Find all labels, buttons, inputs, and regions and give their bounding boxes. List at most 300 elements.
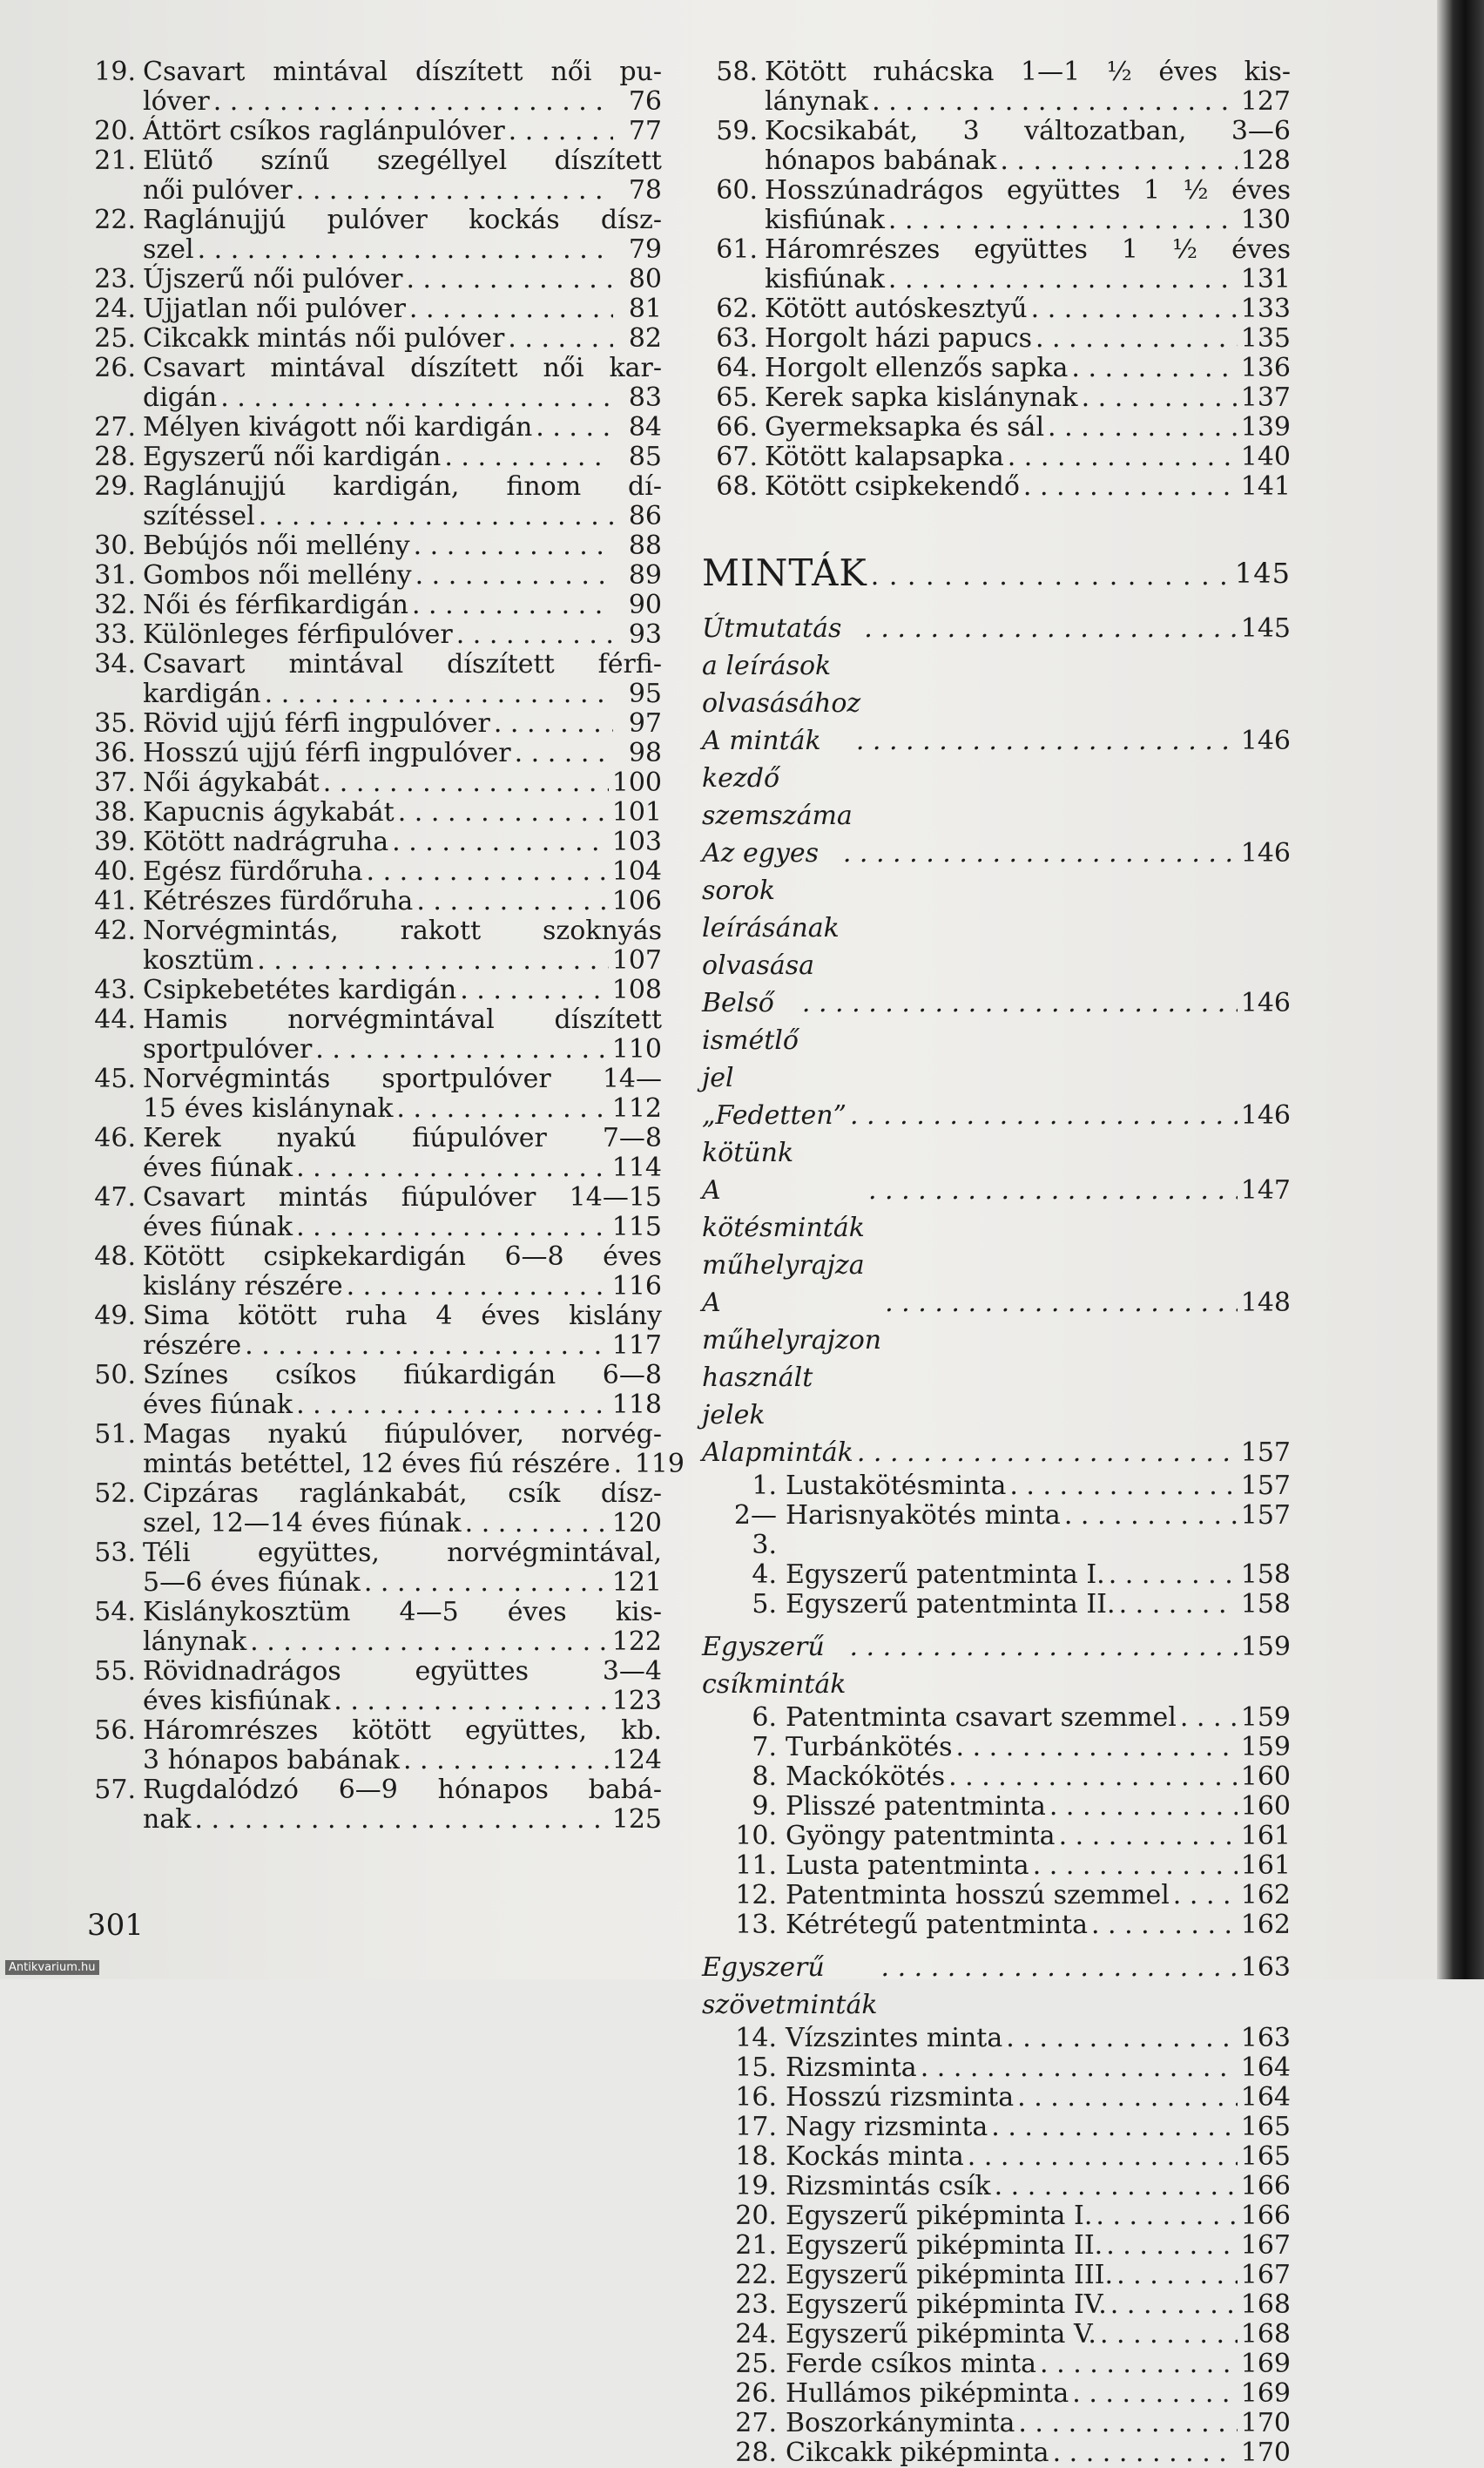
entry-page: 127 [1240, 86, 1291, 117]
pattern-title: Turbánkötés [786, 1732, 953, 1762]
dot-leader [1006, 2024, 1238, 2053]
entry-page: 110 [611, 1034, 662, 1065]
entry-page: 101 [611, 797, 662, 828]
entry-line [143, 1657, 662, 1687]
dot-leader [1017, 2083, 1238, 2113]
entry-body [143, 976, 662, 1005]
pattern-number: 11. [735, 1850, 777, 1881]
toc-entry [84, 265, 662, 294]
entry-title-line: Különleges férfipulóver [143, 619, 453, 650]
entry-number: 59. [716, 116, 758, 146]
entry-page: 84 [628, 412, 662, 443]
entry-line [765, 146, 1291, 176]
entry-body [143, 1361, 662, 1420]
dot-leader [245, 1331, 609, 1361]
toc-entry [84, 294, 662, 324]
pattern-number: 20. [735, 2201, 777, 2231]
dot-leader [296, 1213, 609, 1242]
entry-title-line: Csipkebetétes kardigán [143, 975, 457, 1005]
entry-number: 50. [94, 1360, 136, 1390]
entry-body [765, 57, 1291, 117]
pattern-title: Harisnyakötés minta [786, 1500, 1061, 1531]
entry-title-line: Elütő színű szegéllyel díszített [143, 145, 662, 176]
entry-line [143, 976, 662, 1005]
entry-body [765, 354, 1291, 383]
entry-title-line: Háromrészes kötött együttes, kb. [143, 1715, 662, 1746]
pattern-page: 165 [1240, 2112, 1291, 2142]
pattern-page: 167 [1240, 2230, 1291, 2261]
dot-leader [213, 87, 613, 117]
entry-page: 133 [1240, 294, 1291, 324]
entry-line [143, 1538, 662, 1568]
entry-title-line: Kötött ruhácska 1—1 ½ éves kis- [765, 57, 1291, 87]
entry-body [143, 828, 662, 857]
toc-entry [84, 443, 662, 472]
entry-number: 37. [94, 767, 136, 798]
entry-title-line: női pulóver [143, 175, 293, 206]
entry-page: 103 [611, 827, 662, 857]
entry-line [143, 117, 662, 146]
pattern-title: Ferde csíkos minta [786, 2349, 1037, 2379]
entry-page: 136 [1240, 353, 1291, 383]
pattern-title: Vízszintes minta [786, 2023, 1003, 2053]
dot-leader [323, 768, 609, 798]
dot-leader [412, 591, 613, 620]
pattern-page: 159 [1240, 1702, 1291, 1733]
toc-entry [84, 117, 662, 146]
entry-page: 98 [628, 738, 662, 768]
entry-line [143, 798, 662, 828]
entry-title-line: Magas nyakú fiúpulóver, norvég- [143, 1419, 662, 1450]
entry-title-line: Raglánujjú pulóver kockás dísz- [143, 205, 662, 235]
dot-leader [991, 2113, 1237, 2142]
guide-title: A kötésminták műhelyrajza [702, 1175, 865, 1281]
entry-line [143, 828, 662, 857]
pattern-number: 9. [752, 1791, 777, 1822]
entry-number: 21. [94, 145, 136, 176]
entry-page: 88 [628, 531, 662, 561]
pattern-page: 166 [1240, 2171, 1291, 2201]
dot-leader [456, 620, 613, 650]
entry-title-line: Norvégmintás, rakott szoknyás [143, 916, 662, 946]
pattern-page: 161 [1240, 1821, 1291, 1851]
pattern-page: 164 [1240, 2082, 1291, 2113]
entry-number: 61. [716, 234, 758, 265]
entry-body [765, 383, 1291, 413]
toc-entry [84, 206, 662, 265]
entry-line [765, 443, 1291, 472]
dot-leader [857, 1434, 1238, 1471]
entry-number: 48. [94, 1241, 136, 1272]
entry-page: 97 [628, 708, 662, 739]
entry-title-line: Rövid ujjú férfi ingpulóver [143, 708, 490, 739]
entry-body [143, 1775, 662, 1835]
entry-title-line: éves kisfiúnak [143, 1686, 331, 1716]
entry-title-line: Raglánujjú kardigán, finom dí- [143, 471, 662, 502]
entry-line [143, 857, 662, 887]
entry-number: 49. [94, 1301, 136, 1331]
pattern-title: Plisszé patentminta [786, 1791, 1046, 1822]
toc-entry [702, 176, 1291, 235]
entry-line [765, 87, 1291, 117]
guide-entry [702, 984, 1291, 1097]
entry-page: 130 [1240, 205, 1291, 235]
toc-entry [84, 1479, 662, 1538]
entry-body [765, 443, 1291, 472]
group-title: Alapminták [702, 1437, 853, 1468]
pattern-page: 164 [1240, 2052, 1291, 2083]
entry-title-line: digán [143, 382, 218, 413]
entry-page: 89 [628, 560, 662, 591]
entry-body [143, 1005, 662, 1065]
entry-body [143, 294, 662, 324]
entry-page: 90 [628, 590, 662, 620]
toc-entry [702, 294, 1291, 324]
toc-entry [84, 857, 662, 887]
dot-leader [921, 2053, 1238, 2083]
entry-body [143, 1242, 662, 1302]
group-heading [702, 1949, 1291, 2024]
entry-title-line: Kocsikabát, 3 változatban, 3—6 [765, 116, 1291, 146]
entry-number: 39. [94, 827, 136, 857]
toc-entry [84, 531, 662, 561]
entry-line [143, 1361, 662, 1390]
entry-line [143, 176, 662, 206]
pattern-entry [702, 2379, 1291, 2409]
entry-title-line: Téli együttes, norvégmintával, [143, 1538, 662, 1568]
entry-title-line: Kötött nadrágruha [143, 827, 389, 857]
entry-title-line: lánynak [143, 1626, 247, 1657]
entry-number: 52. [94, 1478, 136, 1509]
entry-page: 82 [628, 323, 662, 354]
entry-title-line: Sima kötött ruha 4 éves kislány [143, 1301, 662, 1331]
entry-body [143, 1716, 662, 1775]
entry-title-line: Csavart mintával díszített férfi- [143, 649, 662, 680]
entry-title-line: Csavart mintával díszített női kar- [143, 353, 662, 383]
pattern-number: 22. [735, 2260, 777, 2290]
pattern-title: Kétrétegű patentminta [786, 1910, 1088, 1940]
toc-entry [702, 443, 1291, 472]
entry-title-line: szel [143, 234, 194, 265]
entry-body [143, 413, 662, 443]
pattern-title: Boszorkányminta [786, 2408, 1015, 2438]
dot-leader [414, 531, 613, 561]
entry-number: 34. [94, 649, 136, 680]
pattern-entry [702, 1851, 1291, 1881]
entry-line [765, 57, 1291, 87]
entry-title-line: Cikcakk mintás női pulóver [143, 323, 505, 354]
pattern-entry [702, 1910, 1291, 1940]
entry-page: 83 [628, 382, 662, 413]
toc-entry [84, 1005, 662, 1065]
entry-number: 36. [94, 738, 136, 768]
guide-entry [702, 1172, 1291, 1284]
dot-leader [396, 1094, 608, 1124]
toc-entry [84, 768, 662, 798]
pattern-entry [702, 2024, 1291, 2053]
entry-body [143, 146, 662, 206]
entry-title-line: 3 hónapos babának [143, 1745, 400, 1775]
entry-page: 120 [611, 1508, 662, 1538]
guide-entry [702, 610, 1291, 722]
dot-leader [460, 976, 609, 1005]
dot-leader [956, 1733, 1238, 1762]
entry-line [143, 206, 662, 235]
group-heading [702, 1628, 1291, 1703]
toc-entry [702, 472, 1291, 502]
pattern-number: 17. [735, 2112, 777, 2142]
pattern-page: 166 [1240, 2201, 1291, 2231]
entry-page: 125 [611, 1804, 662, 1835]
pattern-number: 23. [735, 2289, 777, 2320]
dot-leader [296, 1390, 609, 1420]
pattern-title: Kockás minta [786, 2141, 964, 2172]
entry-title-line: részére [143, 1330, 242, 1361]
entry-page: 116 [611, 1271, 662, 1302]
pattern-number: 25. [735, 2349, 777, 2379]
toc-entry [84, 1716, 662, 1775]
dot-leader [1091, 1910, 1238, 1940]
entry-line [143, 1035, 662, 1065]
entry-line [143, 413, 662, 443]
dot-leader [1180, 1703, 1238, 1733]
pattern-page: 160 [1240, 1791, 1291, 1822]
entry-title-line: lánynak [765, 86, 869, 117]
pattern-title: Hosszú rizsminta [786, 2082, 1015, 2113]
dot-leader [220, 383, 613, 413]
pattern-page: 165 [1240, 2141, 1291, 2172]
toc-left-column [84, 57, 685, 1835]
pattern-entry [702, 1501, 1291, 1560]
dot-leader [888, 206, 1238, 235]
entry-body [143, 472, 662, 531]
pattern-title: Patentminta hosszú szemmel [786, 1880, 1170, 1910]
entry-line [143, 1094, 662, 1124]
entry-title-line: Gombos női mellény [143, 560, 412, 591]
entry-number: 56. [94, 1715, 136, 1746]
pattern-entry [702, 1733, 1291, 1762]
dot-leader [1096, 2201, 1237, 2231]
toc-entry [84, 650, 662, 709]
entry-line [143, 1153, 662, 1183]
guide-page: 146 [1240, 838, 1291, 869]
entry-body [143, 916, 662, 976]
entry-title-line: Ujjatlan női pulóver [143, 294, 406, 324]
toc-entry [702, 324, 1291, 354]
entry-page: 95 [628, 679, 662, 709]
entry-number: 35. [94, 708, 136, 739]
entry-line [143, 1242, 662, 1272]
dot-leader [265, 680, 613, 709]
dot-leader [1035, 324, 1238, 354]
pattern-title: Egyszerű patentminta I. [786, 1559, 1105, 1590]
section-title: MINTÁK [702, 551, 867, 594]
entry-number: 22. [94, 205, 136, 235]
entry-number: 63. [716, 323, 758, 354]
toc-entry [702, 383, 1291, 413]
toc-entry [84, 57, 662, 117]
entry-title-line: Kötött kalapsapka [765, 442, 1004, 472]
entry-page: 85 [628, 442, 662, 472]
entry-page: 135 [1240, 323, 1291, 354]
entry-title-line: lóver [143, 86, 210, 117]
dot-leader [1053, 2438, 1238, 2468]
entry-number: 32. [94, 590, 136, 620]
guide-page: 148 [1240, 1288, 1291, 1318]
entry-page: 104 [611, 856, 662, 887]
entry-title-line: Női és férfikardigán [143, 590, 408, 620]
pattern-number: 15. [735, 2052, 777, 2083]
entry-number: 20. [94, 116, 136, 146]
dot-leader [406, 265, 613, 294]
dot-leader [1064, 1501, 1238, 1560]
toc-entry [84, 324, 662, 354]
toc-right-column [702, 57, 1291, 2468]
entry-page: 121 [611, 1567, 662, 1598]
pattern-page: 157 [1240, 1471, 1291, 1501]
entry-body [143, 798, 662, 828]
dot-leader [392, 828, 609, 857]
entry-line [143, 1183, 662, 1213]
entry-body [143, 324, 662, 354]
pattern-title: Nagy rizsminta [786, 2112, 988, 2142]
entry-line [143, 1716, 662, 1746]
toc-entry [84, 413, 662, 443]
pattern-number: 14. [735, 2023, 777, 2053]
toc-entry [84, 1361, 662, 1420]
entry-line [143, 1390, 662, 1420]
entry-title-line: Gyermeksapka és sál [765, 412, 1045, 443]
entry-title-line: Hamis norvégmintával díszített [143, 1004, 662, 1035]
pattern-entry [702, 2350, 1291, 2379]
entry-title-line: mintás betéttel, 12 éves fiú részére [143, 1449, 610, 1479]
entry-line [765, 235, 1291, 265]
dot-leader [315, 1035, 608, 1065]
entry-body [143, 1065, 662, 1124]
entry-title-line: Kötött autóskesztyű [765, 294, 1028, 324]
pattern-page: 167 [1240, 2260, 1291, 2290]
toc-entry [84, 916, 662, 976]
toc-entry [702, 57, 1291, 117]
entry-line [143, 1272, 662, 1302]
dot-leader [198, 235, 613, 265]
dot-leader [850, 1097, 1238, 1172]
entry-body [143, 443, 662, 472]
guide-page: 146 [1240, 726, 1291, 756]
entry-page: 118 [611, 1390, 662, 1420]
entry-title-line: Bebújós női mellény [143, 531, 410, 561]
pattern-entry [702, 2053, 1291, 2083]
entry-number: 64. [716, 353, 758, 383]
entry-line [143, 591, 662, 620]
dot-leader [1031, 294, 1238, 324]
entry-line [765, 265, 1291, 294]
pattern-entry [702, 2083, 1291, 2113]
entry-title-line: Mélyen kivágott női kardigán [143, 412, 533, 443]
entry-line [143, 1005, 662, 1035]
guide-entry [702, 1097, 1291, 1172]
entry-body [143, 531, 662, 561]
entry-page: 128 [1240, 145, 1291, 176]
dot-leader [1100, 2320, 1238, 2350]
pattern-number: 10. [735, 1821, 777, 1851]
page-number: 301 [87, 1908, 144, 1943]
entry-line [143, 443, 662, 472]
guide-entry [702, 722, 1291, 835]
dot-leader [948, 1762, 1238, 1792]
pattern-entry [702, 1881, 1291, 1910]
toc-entry [84, 591, 662, 620]
entry-title-line: 15 éves kislánynak [143, 1093, 394, 1124]
pattern-number: 4. [752, 1559, 777, 1590]
toc-entry [84, 976, 662, 1005]
entry-line [765, 383, 1291, 413]
entry-title-line: Kötött csipkekardigán 6—8 éves [143, 1241, 662, 1272]
entry-page: 80 [628, 264, 662, 294]
pattern-title: Lusta patentminta [786, 1850, 1029, 1881]
entry-number: 41. [94, 886, 136, 916]
watermark: Antikvarium.hu [5, 1960, 99, 1975]
dot-leader [614, 1450, 631, 1479]
pattern-entry [702, 1792, 1291, 1822]
group-heading [702, 1434, 1291, 1471]
entry-body [765, 294, 1291, 324]
pattern-entry [702, 1560, 1291, 1590]
entry-number: 46. [94, 1123, 136, 1153]
toc-entry [84, 354, 662, 413]
entry-number: 27. [94, 412, 136, 443]
pattern-title: Lustakötésminta [786, 1471, 1007, 1501]
entry-body [143, 1124, 662, 1183]
dot-leader [1110, 2290, 1238, 2320]
entry-line [143, 768, 662, 798]
pattern-entry [702, 1471, 1291, 1501]
toc-entry [84, 798, 662, 828]
dot-leader [995, 2172, 1238, 2201]
guide-title: „Fedetten” kötünk [702, 1100, 847, 1168]
pattern-number: 12. [735, 1880, 777, 1910]
pattern-page: 157 [1240, 1500, 1291, 1531]
entry-line [143, 324, 662, 354]
entry-number: 31. [94, 560, 136, 591]
entry-line [143, 1302, 662, 1331]
entry-line [143, 1568, 662, 1598]
pattern-number: 24. [735, 2319, 777, 2350]
entry-line [143, 739, 662, 768]
dot-leader [257, 946, 608, 976]
entry-title-line: éves fiúnak [143, 1390, 293, 1420]
entry-page: 107 [611, 945, 662, 976]
pattern-title: Patentminta csavart szemmel [786, 1702, 1177, 1733]
pattern-number: 27. [735, 2408, 777, 2438]
entry-title-line: Újszerű női pulóver [143, 264, 403, 294]
pattern-entry [702, 1590, 1291, 1619]
entry-line [143, 1420, 662, 1450]
entry-line [143, 502, 662, 531]
toc-entry [84, 739, 662, 768]
pattern-page: 161 [1240, 1850, 1291, 1881]
entry-title-line: Hosszúnadrágos együttes 1 ½ éves [765, 175, 1291, 206]
dot-leader [296, 1153, 609, 1183]
pattern-title: Gyöngy patentminta [786, 1821, 1056, 1851]
entry-title-line: Kétrészes fürdőruha [143, 886, 414, 916]
dot-leader [1071, 354, 1237, 383]
entry-number: 25. [94, 323, 136, 354]
entry-number: 40. [94, 856, 136, 887]
toc-entry [84, 146, 662, 206]
entry-body [143, 1479, 662, 1538]
dot-leader [1072, 2379, 1237, 2409]
